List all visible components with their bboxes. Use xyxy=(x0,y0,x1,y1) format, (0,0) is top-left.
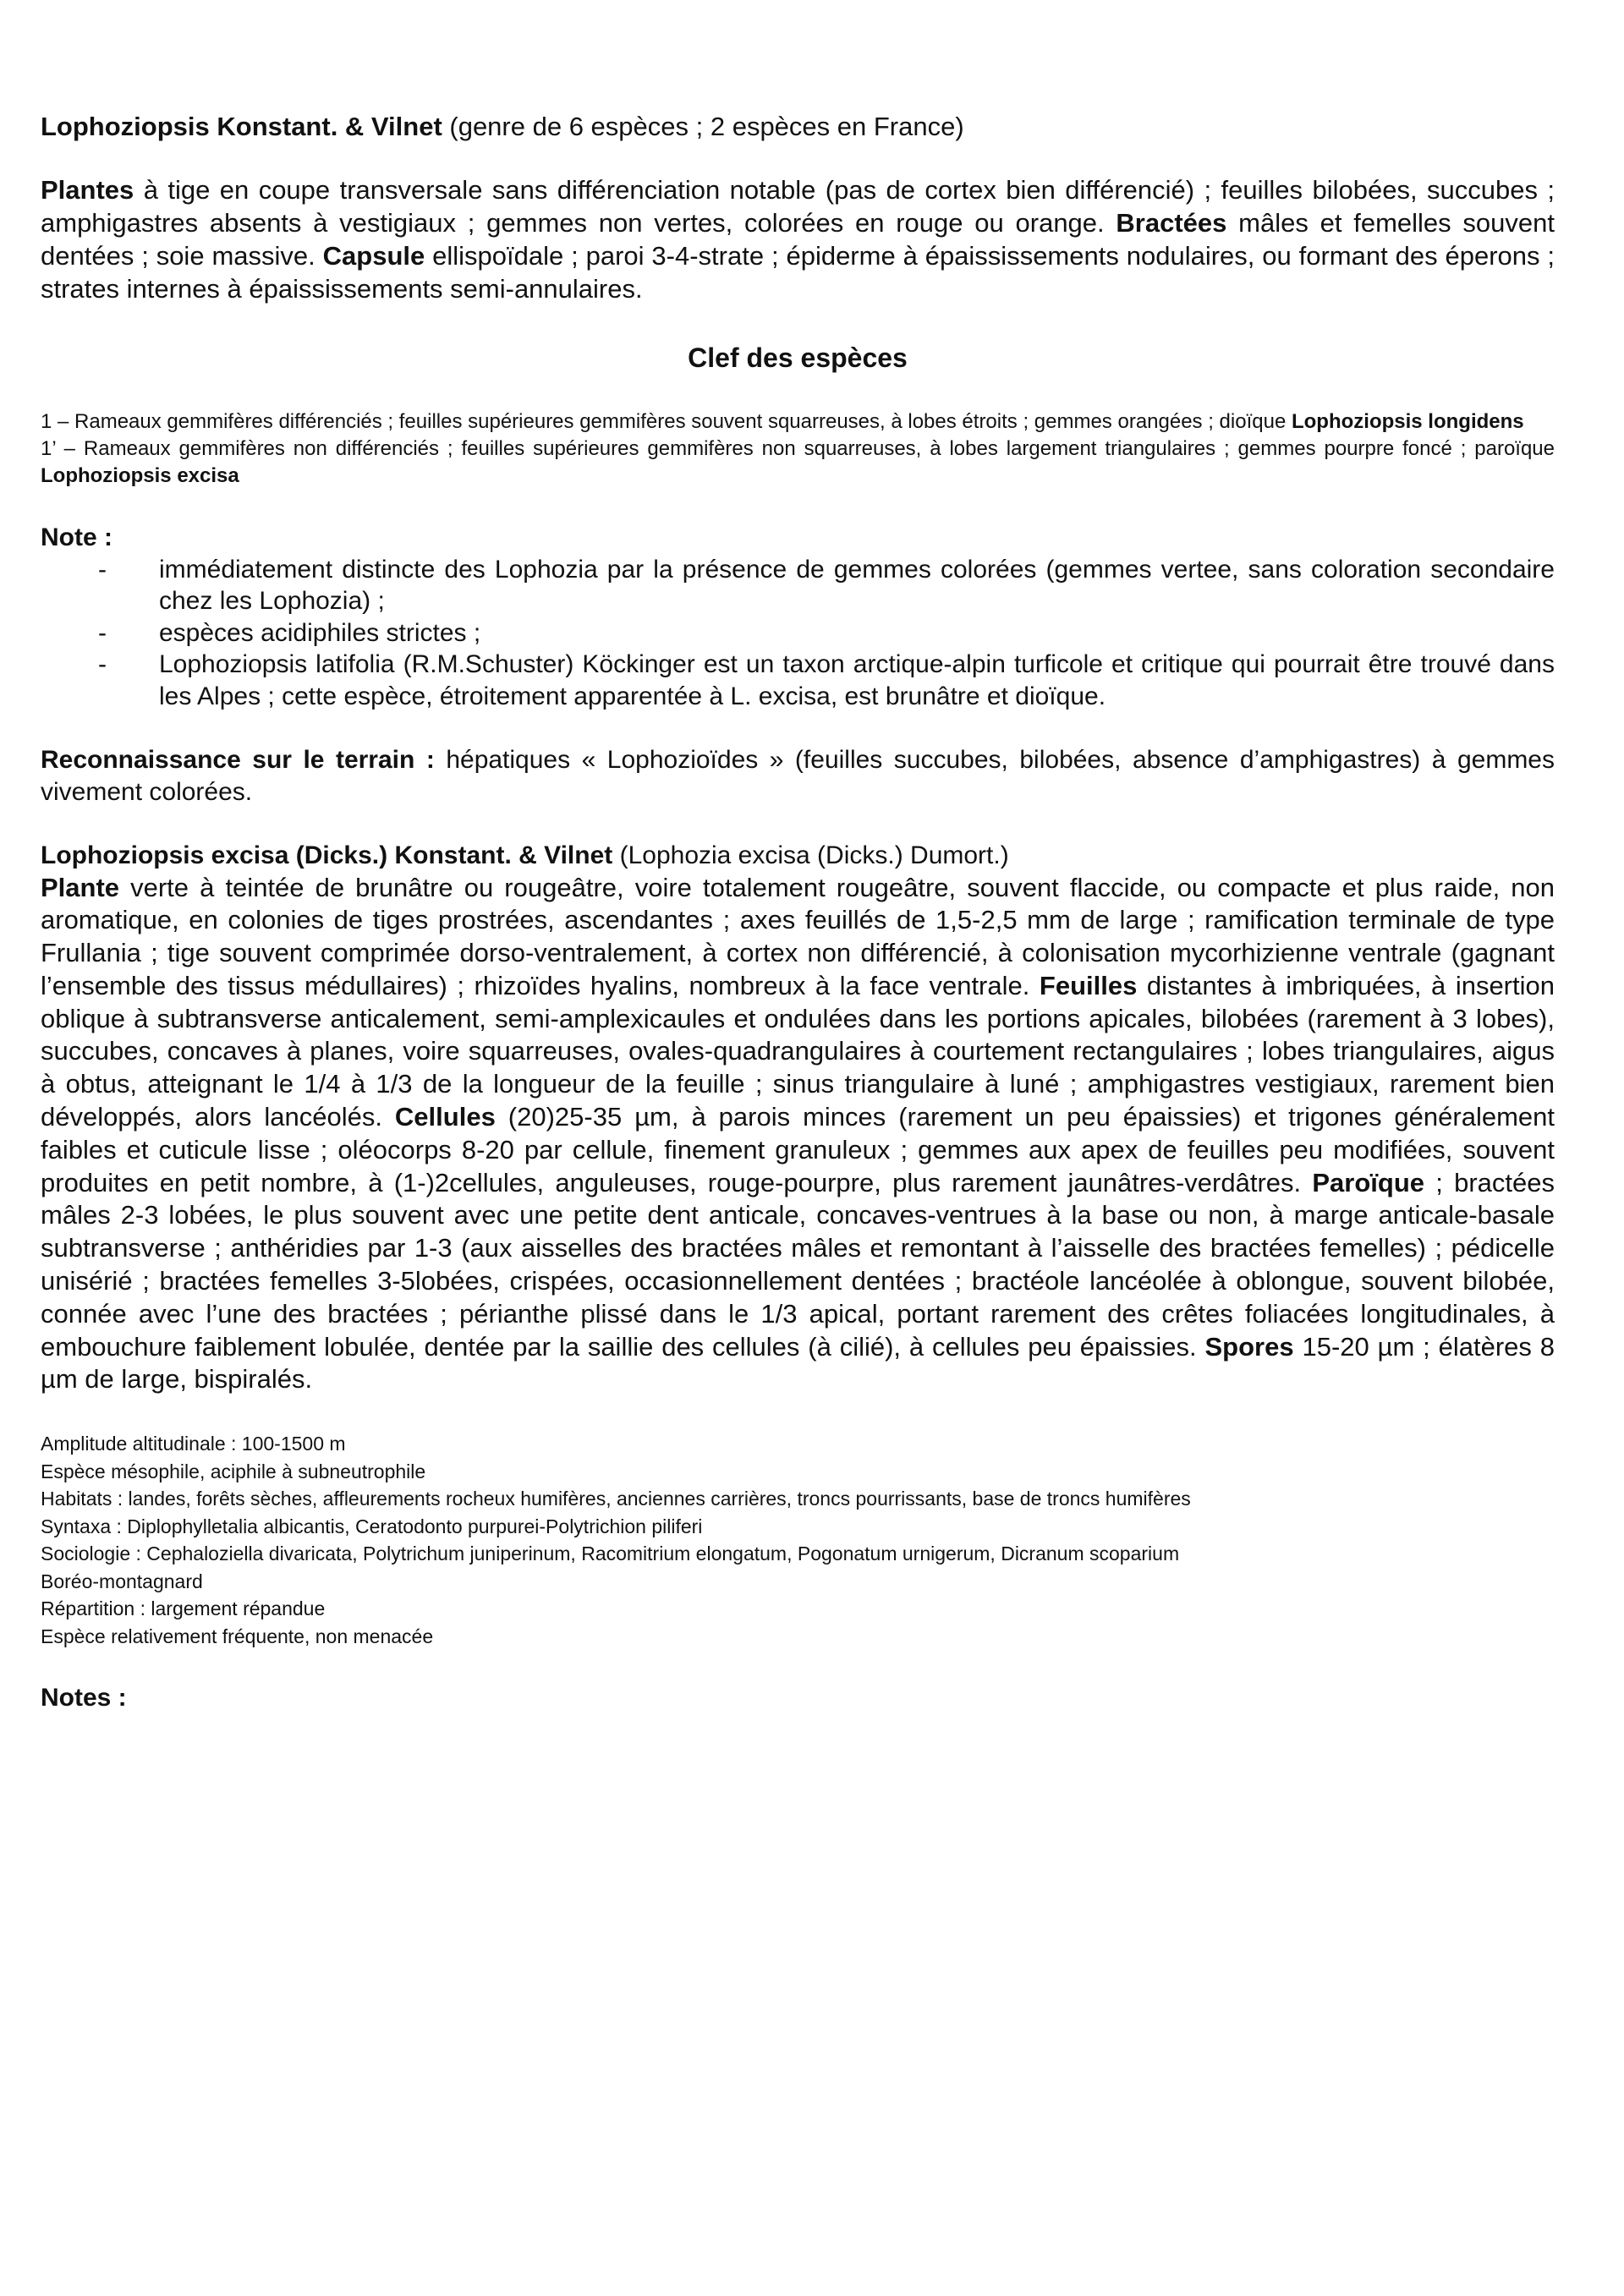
species-name: Lophoziopsis excisa (Dicks.) Konstant. & Vilnet xyxy=(41,841,613,869)
species-synonym: (Lophozia excisa (Dicks.) Dumort.) xyxy=(612,841,1009,869)
bullet-dash: - xyxy=(98,650,107,678)
note-heading: Note : xyxy=(41,523,112,551)
note-item-text: espèces acidiphiles strictes ; xyxy=(159,618,481,647)
note-item xyxy=(41,617,1555,649)
description-text-1: à tige en coupe transversale sans différenciation notable (pas de cortex bien différencié) ; feuilles bilobées, succubes ; amphigastres absents à vestigiaux ; gemmes non vertes, colorées en rouge ou orange. xyxy=(41,175,1555,238)
ecology-line: Habitats : landes, forêts sèches, affleurements rocheux humifères, anciennes carrières, troncs pourrissants, base de troncs humifères xyxy=(41,1488,1191,1510)
species-header xyxy=(41,840,1555,872)
notes-heading: Notes : xyxy=(41,1684,127,1712)
species-text-spores: 15-20 µm ; élatères 8 µm de large, bispiralés. xyxy=(41,1331,1555,1395)
field-recognition-label: Reconnaissance sur le terrain : xyxy=(41,746,435,774)
key-entry-2 xyxy=(41,436,1555,490)
species-text-feuilles: distantes à imbriquées, à insertion oblique à subtransverse anticalement, semi-amplexicaules et ondulées dans les portions apicales, bilobées (rarement à 3 lobes), succubes, concaves à planes, voire squarreuses, ovales-quadrangulaires à courtement rectangulaires ; lobes triangulaires, aigus à obtus, atteignant le 1/4 à 1/3 de la longueur de la feuille ; sinus triangulaire à luné ; amphigastres vestigiaux, rarement bien développés, alors lancéolés. xyxy=(41,970,1555,1132)
ecology-line: Sociologie : Cephaloziella divaricata, Polytrichum juniperinum, Racomitrium elongatum, Pogonatum urnigerum, Dicranum scoparium xyxy=(41,1543,1180,1565)
species-key xyxy=(41,408,1555,490)
genus-description xyxy=(41,173,1555,305)
species-text-paroique: ; bractées mâles 2-3 lobées, le plus souvent avec une petite dent anticale, concaves-ventrues à la base ou non, à marge anticale-basale subtransverse ; anthéridies par 1-3 (aux aisselles des bractées mâles et remontant à l’aisselle des bractées femelles) ; pédicelle unisérié ; bractées femelles 3-5lobées, crispées, occasionnellement dentées ; bractéole lancéolée à oblongue, souvent bilobée, connée avec l’une des bractées ; périanthe plissé dans le 1/3 apical, portant rarement des crêtes foliacées longitudinales, à embouchure faiblement lobulée, dentée par la saillie des cellules (à cilié), à cellules peu épaissies. xyxy=(41,1167,1555,1362)
field-recognition-text: hépatiques « Lophozioïdes » (feuilles succubes, bilobées, absence d’amphigastres) à gemmes vivement colorées. xyxy=(41,746,1555,806)
ecology-line: Espèce relativement fréquente, non menacée xyxy=(41,1625,434,1647)
note-item-text: Lophoziopsis latifolia (R.M.Schuster) Köckinger est un taxon arctique-alpin turficole et critique qui pourrait être trouvé dans les Alpes ; cette espèce, étroitement apparentée à L. excisa, est brunâtre et dioïque. xyxy=(159,650,1555,710)
note-section xyxy=(41,522,1555,712)
keyword-bractees: Bractées xyxy=(1116,208,1227,238)
key-entry-2-text: 1’ – Rameaux gemmifères non différenciés ; feuilles supérieures gemmifères non squarreuses, à lobes largement triangulaires ; gemmes pourpre foncé ; paroïque xyxy=(41,437,1555,460)
key-entry-1-text: 1 – Rameaux gemmifères différenciés ; feuilles supérieures gemmifères souvent squarreuses, à lobes étroits ; gemmes orangées ; dioïque xyxy=(41,410,1292,433)
species-description xyxy=(41,872,1555,1397)
bullet-dash: - xyxy=(98,555,107,584)
key-title: Clef des espèces xyxy=(688,342,908,373)
key-entry-1-result: Lophoziopsis longidens xyxy=(1291,410,1524,433)
genus-name: Lophoziopsis Konstant. & Vilnet xyxy=(41,112,442,141)
note-item-text: immédiatement distincte des Lophozia par la présence de gemmes colorées (gemmes vertee, sans coloration secondaire chez les Lophozia) ; xyxy=(159,555,1555,615)
keyword-plantes: Plantes xyxy=(41,175,134,205)
keyword-plante: Plante xyxy=(41,872,120,902)
bullet-dash: - xyxy=(98,618,107,647)
genus-summary: (genre de 6 espèces ; 2 espèces en France) xyxy=(442,112,964,141)
species-text-cellules: (20)25-35 µm, à parois minces (rarement un peu épaissies) et trigones généralement faibles et cuticule lisse ; oléocorps 8-20 par cellule, finement granuleux ; gemmes aux apex de feuilles peu modifiées, souvent produites en petit nombre, à (1-)2cellules, anguleuses, rouge-pourpre, plus rarement jaunâtres-verdâtres. xyxy=(41,1102,1555,1197)
note-item xyxy=(41,554,1555,617)
keyword-spores: Spores xyxy=(1204,1331,1294,1362)
ecology-line: Répartition : largement répandue xyxy=(41,1597,326,1620)
keyword-feuilles: Feuilles xyxy=(1039,970,1138,1000)
ecology-line: Boréo-montagnard xyxy=(41,1570,203,1592)
key-entry-2-result: Lophoziopsis excisa xyxy=(41,464,239,487)
description-text-2: mâles et femelles souvent dentées ; soie massive. xyxy=(41,208,1555,271)
ecology-section xyxy=(41,1430,1555,1650)
species-text-plante: verte à teintée de brunâtre ou rougeâtre, voire totalement rougeâtre, souvent flaccide, ou compacte et plus raide, non aromatique, en colonies de tiges prostrées, ascendantes ; axes feuillés de 1,5-2,5 mm de large ; ramification terminale de type Frullania ; tige souvent comprimée dorso-ventralement, à cortex non différencié, à colonisation mycorhizienne ventrale (gagnant l’ensemble des tissus médullaires) ; rhizoïdes hyalins, nombreux à la face ventrale. xyxy=(41,872,1555,1000)
ecology-line: Syntaxa : Diplophylletalia albicantis, Ceratodonto purpurei-Polytrichion piliferi xyxy=(41,1515,703,1537)
genus-header xyxy=(41,110,1555,143)
keyword-paroique: Paroïque xyxy=(1312,1167,1425,1197)
note-list xyxy=(41,554,1555,713)
ecology-line: Amplitude altitudinale : 100-1500 m xyxy=(41,1433,346,1455)
document-page xyxy=(41,107,1555,1714)
keyword-capsule: Capsule xyxy=(322,241,425,271)
key-entry-1 xyxy=(41,408,1555,436)
ecology-line: Espèce mésophile, aciphile à subneutrophile xyxy=(41,1460,426,1482)
note-item xyxy=(41,649,1555,712)
field-recognition xyxy=(41,744,1555,808)
keyword-cellules: Cellules xyxy=(394,1102,496,1132)
description-text-3: ellispoïdale ; paroi 3-4-strate ; épiderme à épaississements nodulaires, ou formant des éperons ; strates internes à épaississements semi-annulaires. xyxy=(41,241,1555,304)
